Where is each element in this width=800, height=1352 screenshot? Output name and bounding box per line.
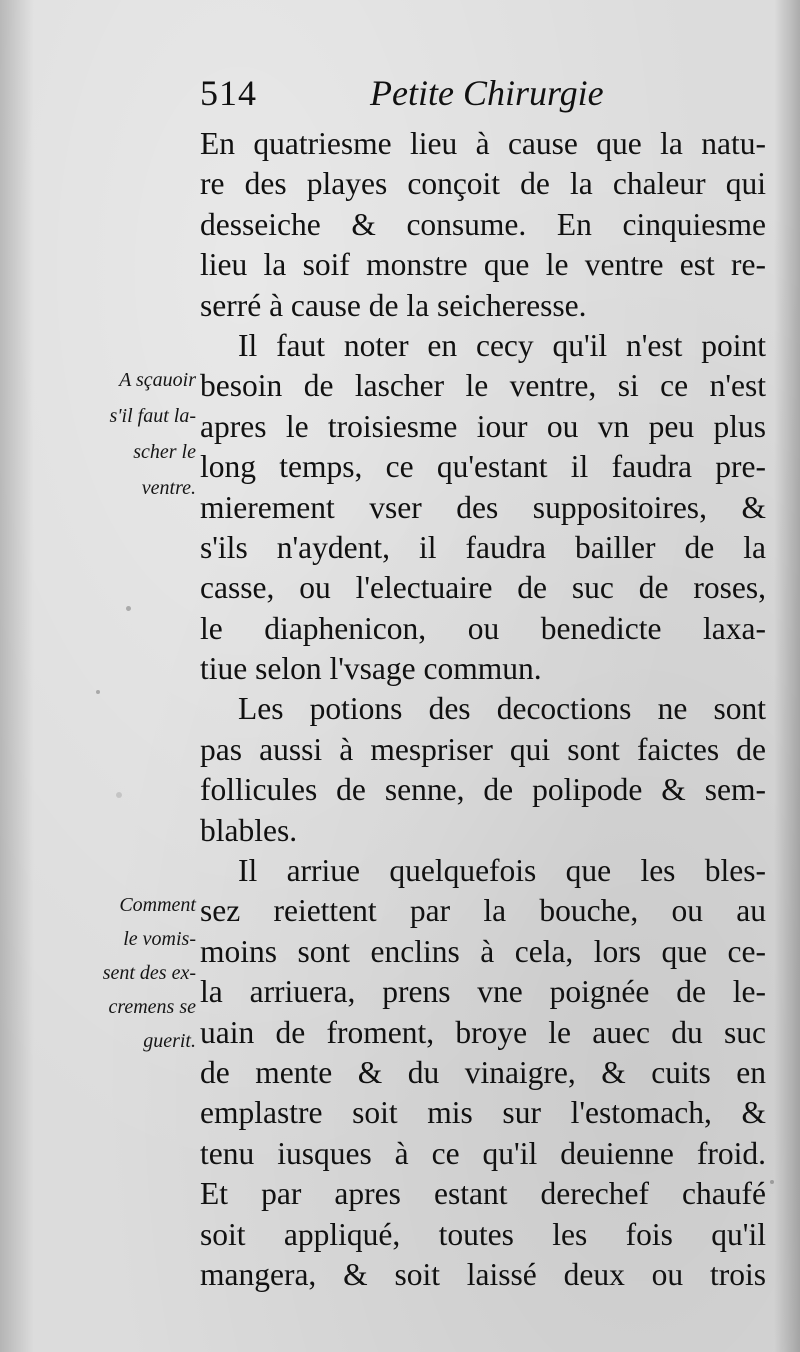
text-line: de mente & du vinaigre, & cuits en: [200, 1054, 766, 1090]
paper-speck: [770, 1180, 774, 1184]
margin-note-line: scher le: [133, 441, 196, 463]
text-line: lieu la soif monstre que le ventre est re-: [200, 247, 766, 283]
margin-note-vomiting: [48, 888, 196, 1058]
text-line: besoin de lascher le ventre, si ce n'est: [200, 368, 766, 404]
margin-note-line: guerit.: [143, 1030, 196, 1052]
body-text: [200, 124, 766, 1295]
text-line: soit appliqué, toutes les fois qu'il: [200, 1216, 766, 1252]
text-line: re des playes conçoit de la chaleur qui: [200, 166, 766, 202]
text-line: serré à cause de la seicheresse.: [200, 287, 587, 323]
text-line: tenu iusques à ce qu'il deuienne froid.: [200, 1135, 766, 1171]
margin-note-line: s'il faut la-: [109, 405, 196, 427]
margin-note-laxative: [56, 362, 196, 506]
text-line: follicules de senne, de polipode & sem-: [200, 772, 766, 808]
text-line: Et par apres estant derechef chaufé: [200, 1176, 766, 1212]
text-line: le diaphenicon, ou benedicte laxa-: [200, 610, 766, 646]
text-line: moins sont enclins à cela, lors que ce-: [200, 933, 766, 969]
margin-note-line: le vomis-: [123, 928, 196, 950]
text-line: En quatriesme lieu à cause que la natu-: [200, 126, 766, 161]
margin-note-line: A sçauoir: [119, 369, 196, 391]
text-line: emplastre soit mis sur l'estomach, &: [200, 1095, 766, 1131]
margin-note-line: ventre.: [141, 477, 196, 499]
paper-speck: [96, 690, 100, 694]
text-line: tiue selon l'vsage commun.: [200, 651, 542, 687]
margin-note-line: sent des ex-: [102, 962, 196, 984]
text-line: la arriuera, prens vne poignée de le-: [200, 974, 766, 1010]
text-line: uain de froment, broye le auec du suc: [200, 1014, 766, 1050]
text-line: desseiche & consume. En cinquiesme: [200, 206, 766, 242]
text-line: mangera, & soit laissé deux ou trois: [200, 1256, 766, 1292]
margin-note-line: cremens se: [108, 996, 196, 1018]
text-line: s'ils n'aydent, il faudra bailler de la: [200, 529, 766, 565]
text-line: long temps, ce qu'estant il faudra pre-: [200, 449, 766, 485]
page-header: [200, 72, 620, 118]
text-line: apres le troisiesme iour ou vn peu plus: [200, 408, 766, 444]
text-line: casse, ou l'electuaire de suc de roses,: [200, 570, 766, 606]
paper-speck: [126, 606, 131, 611]
text-line: Il arriue quelquefois que les bles-: [238, 853, 766, 889]
text-line: blables.: [200, 812, 298, 848]
text-line: Les potions des decoctions ne sont: [238, 691, 766, 727]
running-title: Petite Chirurgie: [370, 73, 604, 113]
text-line: sez reiettent par la bouche, ou au: [200, 893, 766, 929]
page-number: 514: [200, 73, 257, 113]
text-line: Il faut noter en cecy qu'il n'est point: [238, 327, 766, 363]
text-line: mierement vser des suppositoires, &: [200, 489, 766, 525]
margin-note-line: Comment: [119, 894, 196, 916]
text-line: pas aussi à mespriser qui sont faictes de: [200, 731, 766, 767]
paper-speck: [116, 792, 122, 798]
